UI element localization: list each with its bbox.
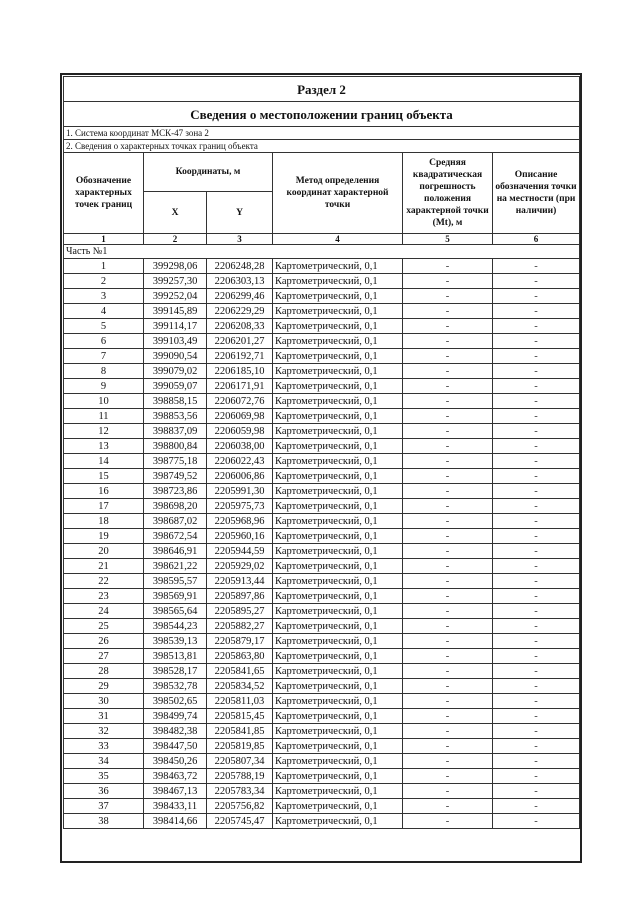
table-row bbox=[64, 469, 580, 484]
description-value: - bbox=[493, 709, 580, 724]
point-number: 35 bbox=[64, 769, 144, 784]
error-value: - bbox=[403, 364, 493, 379]
coord-x: 399252,04 bbox=[144, 289, 207, 304]
point-number: 29 bbox=[64, 679, 144, 694]
description-value: - bbox=[493, 304, 580, 319]
table-row bbox=[64, 439, 580, 454]
header-x: X bbox=[144, 192, 207, 234]
point-number: 1 bbox=[64, 259, 144, 274]
error-value: - bbox=[403, 799, 493, 814]
coord-y: 2205960,16 bbox=[207, 529, 273, 544]
table-row bbox=[64, 574, 580, 589]
error-value: - bbox=[403, 739, 493, 754]
error-value: - bbox=[403, 439, 493, 454]
coord-y: 2205913,44 bbox=[207, 574, 273, 589]
table-row bbox=[64, 754, 580, 769]
error-value: - bbox=[403, 349, 493, 364]
error-value: - bbox=[403, 679, 493, 694]
description-value: - bbox=[493, 439, 580, 454]
coord-y: 2206208,33 bbox=[207, 319, 273, 334]
method: Картометрический, 0,1 bbox=[273, 574, 403, 589]
description-value: - bbox=[493, 604, 580, 619]
coord-y: 2206248,28 bbox=[207, 259, 273, 274]
table-row bbox=[64, 724, 580, 739]
description-value: - bbox=[493, 544, 580, 559]
header-error: Средняя квадратическая погрешность положения характерной точки (Mt), м bbox=[403, 153, 493, 234]
coord-y: 2205991,30 bbox=[207, 484, 273, 499]
point-number: 17 bbox=[64, 499, 144, 514]
table-row bbox=[64, 259, 580, 274]
coord-x: 398853,56 bbox=[144, 409, 207, 424]
method: Картометрический, 0,1 bbox=[273, 799, 403, 814]
coord-y: 2206201,27 bbox=[207, 334, 273, 349]
error-value: - bbox=[403, 259, 493, 274]
coord-x: 398672,54 bbox=[144, 529, 207, 544]
column-number: 3 bbox=[207, 234, 273, 245]
point-number: 23 bbox=[64, 589, 144, 604]
coord-y: 2206006,86 bbox=[207, 469, 273, 484]
header-y: Y bbox=[207, 192, 273, 234]
method: Картометрический, 0,1 bbox=[273, 484, 403, 499]
point-number: 6 bbox=[64, 334, 144, 349]
description-value: - bbox=[493, 814, 580, 829]
coord-y: 2206229,29 bbox=[207, 304, 273, 319]
description-value: - bbox=[493, 574, 580, 589]
method: Картометрический, 0,1 bbox=[273, 769, 403, 784]
points-heading-line: 2. Сведения о характерных точках границ объекта bbox=[64, 140, 580, 153]
coord-y: 2205807,34 bbox=[207, 754, 273, 769]
error-value: - bbox=[403, 724, 493, 739]
point-number: 7 bbox=[64, 349, 144, 364]
description-value: - bbox=[493, 784, 580, 799]
point-number: 5 bbox=[64, 319, 144, 334]
table-row bbox=[64, 544, 580, 559]
method: Картометрический, 0,1 bbox=[273, 499, 403, 514]
table-row bbox=[64, 409, 580, 424]
coord-x: 398858,15 bbox=[144, 394, 207, 409]
point-number: 36 bbox=[64, 784, 144, 799]
description-value: - bbox=[493, 289, 580, 304]
error-value: - bbox=[403, 424, 493, 439]
error-value: - bbox=[403, 454, 493, 469]
coord-y: 2205895,27 bbox=[207, 604, 273, 619]
coord-y: 2205879,17 bbox=[207, 634, 273, 649]
method: Картометрический, 0,1 bbox=[273, 349, 403, 364]
coord-x: 398723,86 bbox=[144, 484, 207, 499]
description-value: - bbox=[493, 529, 580, 544]
method: Картометрический, 0,1 bbox=[273, 529, 403, 544]
description-value: - bbox=[493, 754, 580, 769]
error-value: - bbox=[403, 394, 493, 409]
coord-y: 2205756,82 bbox=[207, 799, 273, 814]
coord-y: 2205968,96 bbox=[207, 514, 273, 529]
method: Картометрический, 0,1 bbox=[273, 589, 403, 604]
table-row bbox=[64, 499, 580, 514]
coord-x: 399145,89 bbox=[144, 304, 207, 319]
table-row bbox=[64, 529, 580, 544]
description-value: - bbox=[493, 634, 580, 649]
description-value: - bbox=[493, 559, 580, 574]
error-value: - bbox=[403, 769, 493, 784]
description-value: - bbox=[493, 799, 580, 814]
table-row bbox=[64, 379, 580, 394]
point-number: 22 bbox=[64, 574, 144, 589]
header-coords: Координаты, м bbox=[144, 153, 273, 192]
method: Картометрический, 0,1 bbox=[273, 259, 403, 274]
coord-x: 398544,23 bbox=[144, 619, 207, 634]
description-value: - bbox=[493, 484, 580, 499]
coord-x: 398463,72 bbox=[144, 769, 207, 784]
error-value: - bbox=[403, 709, 493, 724]
error-value: - bbox=[403, 784, 493, 799]
description-value: - bbox=[493, 274, 580, 289]
table-row bbox=[64, 694, 580, 709]
coord-y: 2206303,13 bbox=[207, 274, 273, 289]
point-number: 26 bbox=[64, 634, 144, 649]
point-number: 34 bbox=[64, 754, 144, 769]
description-value: - bbox=[493, 724, 580, 739]
coord-x: 399257,30 bbox=[144, 274, 207, 289]
coord-x: 398749,52 bbox=[144, 469, 207, 484]
description-value: - bbox=[493, 499, 580, 514]
error-value: - bbox=[403, 484, 493, 499]
coord-x: 398528,17 bbox=[144, 664, 207, 679]
coord-x: 398482,38 bbox=[144, 724, 207, 739]
description-value: - bbox=[493, 649, 580, 664]
error-value: - bbox=[403, 379, 493, 394]
description-value: - bbox=[493, 319, 580, 334]
error-value: - bbox=[403, 694, 493, 709]
error-value: - bbox=[403, 574, 493, 589]
description-value: - bbox=[493, 619, 580, 634]
method: Картометрический, 0,1 bbox=[273, 304, 403, 319]
description-value: - bbox=[493, 679, 580, 694]
coord-y: 2205929,02 bbox=[207, 559, 273, 574]
coord-y: 2205841,65 bbox=[207, 664, 273, 679]
coord-y: 2205788,19 bbox=[207, 769, 273, 784]
table-row bbox=[64, 289, 580, 304]
point-number: 24 bbox=[64, 604, 144, 619]
table-row bbox=[64, 559, 580, 574]
coord-x: 398569,91 bbox=[144, 589, 207, 604]
table-row bbox=[64, 739, 580, 754]
table-row bbox=[64, 589, 580, 604]
description-value: - bbox=[493, 334, 580, 349]
method: Картометрический, 0,1 bbox=[273, 724, 403, 739]
table-row bbox=[64, 604, 580, 619]
description-value: - bbox=[493, 664, 580, 679]
error-value: - bbox=[403, 589, 493, 604]
coord-x: 398513,81 bbox=[144, 649, 207, 664]
table-row bbox=[64, 514, 580, 529]
point-number: 20 bbox=[64, 544, 144, 559]
description-value: - bbox=[493, 364, 580, 379]
coord-x: 398775,18 bbox=[144, 454, 207, 469]
table-row bbox=[64, 484, 580, 499]
table-row bbox=[64, 634, 580, 649]
method: Картометрический, 0,1 bbox=[273, 289, 403, 304]
coord-y: 2205897,86 bbox=[207, 589, 273, 604]
method: Картометрический, 0,1 bbox=[273, 784, 403, 799]
section-title: Раздел 2 bbox=[64, 77, 580, 102]
document-content bbox=[63, 76, 579, 829]
method: Картометрический, 0,1 bbox=[273, 694, 403, 709]
table-row bbox=[64, 274, 580, 289]
coord-x: 399079,02 bbox=[144, 364, 207, 379]
coord-y: 2206171,91 bbox=[207, 379, 273, 394]
column-number: 6 bbox=[493, 234, 580, 245]
coord-x: 398433,11 bbox=[144, 799, 207, 814]
method: Картометрический, 0,1 bbox=[273, 379, 403, 394]
error-value: - bbox=[403, 649, 493, 664]
error-value: - bbox=[403, 469, 493, 484]
coord-y: 2205944,59 bbox=[207, 544, 273, 559]
error-value: - bbox=[403, 754, 493, 769]
point-number: 16 bbox=[64, 484, 144, 499]
table-row bbox=[64, 769, 580, 784]
coord-y: 2205841,85 bbox=[207, 724, 273, 739]
error-value: - bbox=[403, 514, 493, 529]
method: Картометрический, 0,1 bbox=[273, 454, 403, 469]
column-number: 4 bbox=[273, 234, 403, 245]
point-number: 8 bbox=[64, 364, 144, 379]
table-row bbox=[64, 619, 580, 634]
point-number: 13 bbox=[64, 439, 144, 454]
coord-x: 398698,20 bbox=[144, 499, 207, 514]
error-value: - bbox=[403, 544, 493, 559]
method: Картометрический, 0,1 bbox=[273, 604, 403, 619]
table-row bbox=[64, 349, 580, 364]
coord-y: 2205815,45 bbox=[207, 709, 273, 724]
method: Картометрический, 0,1 bbox=[273, 409, 403, 424]
coord-x: 398621,22 bbox=[144, 559, 207, 574]
coord-system-line: 1. Система координат МСК-47 зона 2 bbox=[64, 127, 580, 140]
description-value: - bbox=[493, 739, 580, 754]
coord-y: 2205975,73 bbox=[207, 499, 273, 514]
point-number: 27 bbox=[64, 649, 144, 664]
header-method: Метод определения координат характерной точки bbox=[273, 153, 403, 234]
point-number: 21 bbox=[64, 559, 144, 574]
coord-x: 398467,13 bbox=[144, 784, 207, 799]
coord-x: 398532,78 bbox=[144, 679, 207, 694]
column-number: 2 bbox=[144, 234, 207, 245]
error-value: - bbox=[403, 304, 493, 319]
error-value: - bbox=[403, 529, 493, 544]
table-row bbox=[64, 334, 580, 349]
error-value: - bbox=[403, 559, 493, 574]
description-value: - bbox=[493, 409, 580, 424]
point-number: 28 bbox=[64, 664, 144, 679]
method: Картометрический, 0,1 bbox=[273, 544, 403, 559]
description-value: - bbox=[493, 349, 580, 364]
error-value: - bbox=[403, 664, 493, 679]
table-row bbox=[64, 394, 580, 409]
coord-y: 2206059,98 bbox=[207, 424, 273, 439]
points-table bbox=[63, 76, 580, 829]
error-value: - bbox=[403, 604, 493, 619]
point-number: 2 bbox=[64, 274, 144, 289]
table-row bbox=[64, 649, 580, 664]
error-value: - bbox=[403, 409, 493, 424]
coord-x: 398450,26 bbox=[144, 754, 207, 769]
description-value: - bbox=[493, 259, 580, 274]
coord-y: 2206069,98 bbox=[207, 409, 273, 424]
point-number: 19 bbox=[64, 529, 144, 544]
description-value: - bbox=[493, 694, 580, 709]
point-number: 31 bbox=[64, 709, 144, 724]
point-number: 33 bbox=[64, 739, 144, 754]
table-row bbox=[64, 304, 580, 319]
table-row bbox=[64, 364, 580, 379]
description-value: - bbox=[493, 469, 580, 484]
section-subtitle: Сведения о местоположении границ объекта bbox=[64, 102, 580, 127]
header-description: Описание обозначения точки на местности (при наличии) bbox=[493, 153, 580, 234]
method: Картометрический, 0,1 bbox=[273, 814, 403, 829]
method: Картометрический, 0,1 bbox=[273, 754, 403, 769]
method: Картометрический, 0,1 bbox=[273, 634, 403, 649]
point-number: 38 bbox=[64, 814, 144, 829]
coord-y: 2205834,52 bbox=[207, 679, 273, 694]
coord-x: 398800,84 bbox=[144, 439, 207, 454]
point-number: 10 bbox=[64, 394, 144, 409]
error-value: - bbox=[403, 274, 493, 289]
method: Картометрический, 0,1 bbox=[273, 469, 403, 484]
point-number: 32 bbox=[64, 724, 144, 739]
point-number: 37 bbox=[64, 799, 144, 814]
coord-y: 2205745,47 bbox=[207, 814, 273, 829]
error-value: - bbox=[403, 499, 493, 514]
coord-x: 399298,06 bbox=[144, 259, 207, 274]
column-number: 5 bbox=[403, 234, 493, 245]
coord-y: 2206192,71 bbox=[207, 349, 273, 364]
point-number: 14 bbox=[64, 454, 144, 469]
table-row bbox=[64, 814, 580, 829]
coord-x: 398837,09 bbox=[144, 424, 207, 439]
method: Картометрический, 0,1 bbox=[273, 649, 403, 664]
coord-x: 398499,74 bbox=[144, 709, 207, 724]
table-row bbox=[64, 709, 580, 724]
description-value: - bbox=[493, 769, 580, 784]
point-number: 15 bbox=[64, 469, 144, 484]
coord-y: 2205882,27 bbox=[207, 619, 273, 634]
method: Картометрический, 0,1 bbox=[273, 394, 403, 409]
coord-x: 398595,57 bbox=[144, 574, 207, 589]
description-value: - bbox=[493, 379, 580, 394]
description-value: - bbox=[493, 589, 580, 604]
column-number: 1 bbox=[64, 234, 144, 245]
coord-y: 2206038,00 bbox=[207, 439, 273, 454]
table-row bbox=[64, 784, 580, 799]
description-value: - bbox=[493, 454, 580, 469]
point-number: 9 bbox=[64, 379, 144, 394]
error-value: - bbox=[403, 634, 493, 649]
point-number: 12 bbox=[64, 424, 144, 439]
coord-y: 2205819,85 bbox=[207, 739, 273, 754]
error-value: - bbox=[403, 319, 493, 334]
coord-y: 2205863,80 bbox=[207, 649, 273, 664]
coord-y: 2206185,10 bbox=[207, 364, 273, 379]
coord-x: 398502,65 bbox=[144, 694, 207, 709]
method: Картометрический, 0,1 bbox=[273, 364, 403, 379]
description-value: - bbox=[493, 514, 580, 529]
coord-x: 399090,54 bbox=[144, 349, 207, 364]
point-number: 30 bbox=[64, 694, 144, 709]
description-value: - bbox=[493, 394, 580, 409]
header-point: Обозначение характерных точек границ bbox=[64, 153, 144, 234]
point-number: 18 bbox=[64, 514, 144, 529]
table-row bbox=[64, 424, 580, 439]
method: Картометрический, 0,1 bbox=[273, 514, 403, 529]
coord-y: 2205811,03 bbox=[207, 694, 273, 709]
method: Картометрический, 0,1 bbox=[273, 319, 403, 334]
method: Картометрический, 0,1 bbox=[273, 559, 403, 574]
coord-x: 399059,07 bbox=[144, 379, 207, 394]
coord-x: 398414,66 bbox=[144, 814, 207, 829]
coord-x: 398687,02 bbox=[144, 514, 207, 529]
description-value: - bbox=[493, 424, 580, 439]
coord-x: 398565,64 bbox=[144, 604, 207, 619]
coord-x: 399114,17 bbox=[144, 319, 207, 334]
point-number: 11 bbox=[64, 409, 144, 424]
table-row bbox=[64, 319, 580, 334]
coord-x: 398447,50 bbox=[144, 739, 207, 754]
point-number: 25 bbox=[64, 619, 144, 634]
method: Картометрический, 0,1 bbox=[273, 679, 403, 694]
coord-y: 2205783,34 bbox=[207, 784, 273, 799]
error-value: - bbox=[403, 814, 493, 829]
method: Картометрический, 0,1 bbox=[273, 334, 403, 349]
table-row bbox=[64, 799, 580, 814]
part-label: Часть №1 bbox=[64, 245, 580, 259]
method: Картометрический, 0,1 bbox=[273, 424, 403, 439]
method: Картометрический, 0,1 bbox=[273, 619, 403, 634]
error-value: - bbox=[403, 334, 493, 349]
point-number: 3 bbox=[64, 289, 144, 304]
point-number: 4 bbox=[64, 304, 144, 319]
method: Картометрический, 0,1 bbox=[273, 664, 403, 679]
coord-x: 398539,13 bbox=[144, 634, 207, 649]
method: Картометрический, 0,1 bbox=[273, 709, 403, 724]
coord-x: 399103,49 bbox=[144, 334, 207, 349]
method: Картометрический, 0,1 bbox=[273, 439, 403, 454]
coord-y: 2206072,76 bbox=[207, 394, 273, 409]
coord-x: 398646,91 bbox=[144, 544, 207, 559]
table-row bbox=[64, 664, 580, 679]
table-row bbox=[64, 679, 580, 694]
method: Картометрический, 0,1 bbox=[273, 274, 403, 289]
error-value: - bbox=[403, 619, 493, 634]
table-row bbox=[64, 454, 580, 469]
method: Картометрический, 0,1 bbox=[273, 739, 403, 754]
coord-y: 2206299,46 bbox=[207, 289, 273, 304]
error-value: - bbox=[403, 289, 493, 304]
coord-y: 2206022,43 bbox=[207, 454, 273, 469]
